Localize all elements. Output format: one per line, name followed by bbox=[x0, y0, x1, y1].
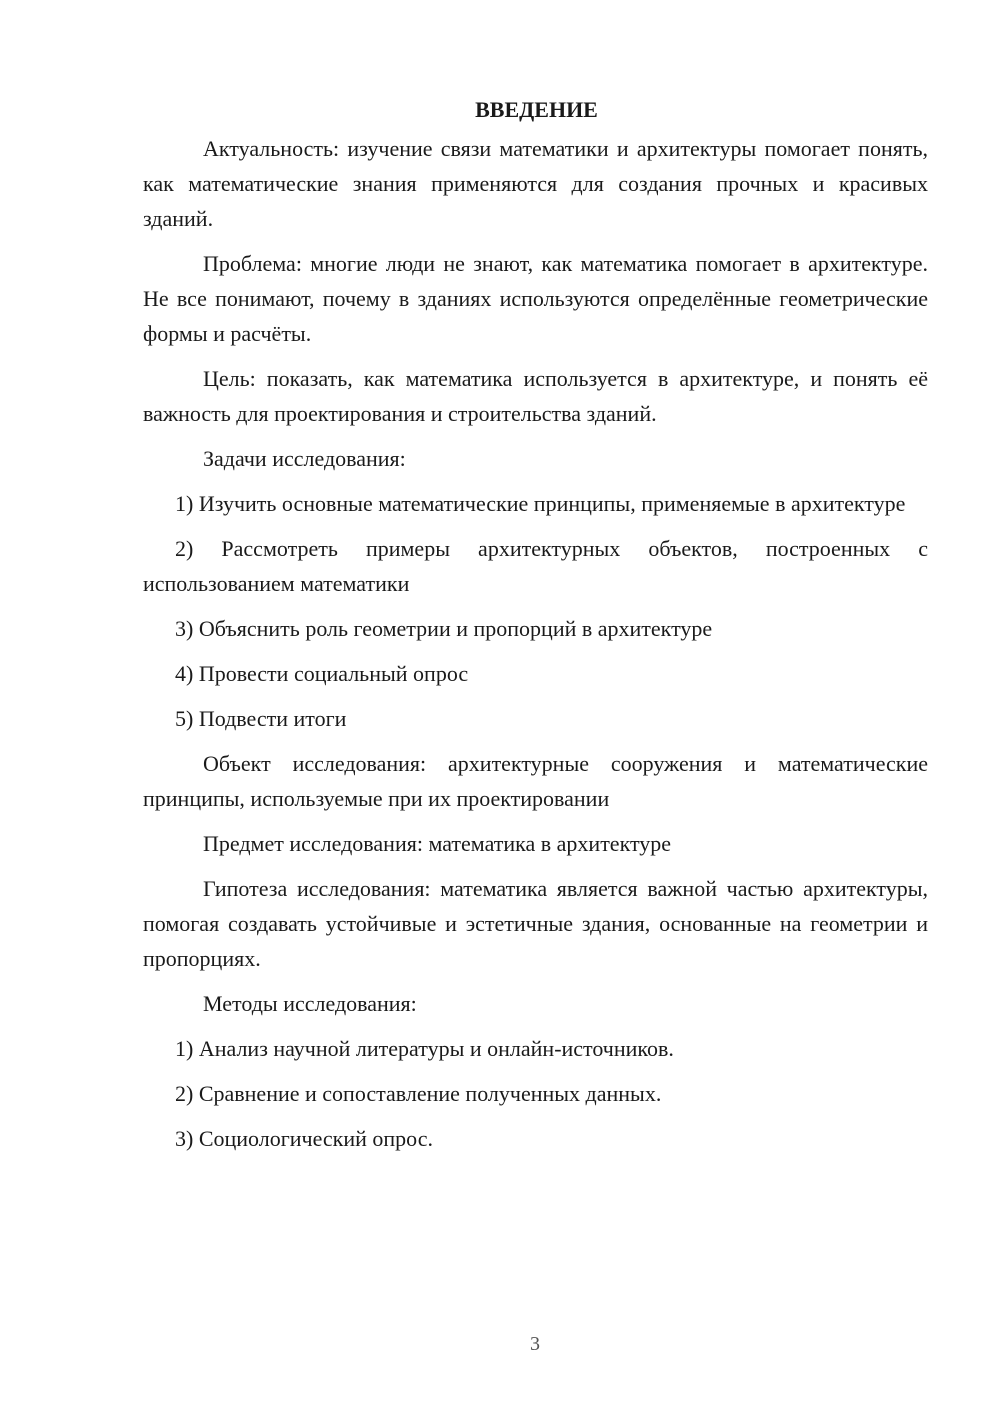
task-item-5: 5) Подвести итоги bbox=[175, 706, 347, 731]
method-item-3: 3) Социологический опрос. bbox=[175, 1126, 433, 1151]
task-item-3: 3) Объяснить роль геометрии и пропорций в архитектуре bbox=[175, 616, 713, 641]
method-item-1: 1) Анализ научной литературы и онлайн-источников. bbox=[175, 1036, 674, 1061]
hypothesis-paragraph: Гипотеза исследования: математика является важной частью архитектуры, помогая создавать устойчивые и эстетичные здания, основанные на геометрии и пропорциях. bbox=[143, 876, 928, 971]
tasks-heading: Задачи исследования: bbox=[203, 446, 406, 471]
goal-paragraph: Цель: показать, как математика используется в архитектуре, и понять её важность для проектирования и строительства зданий. bbox=[143, 366, 928, 426]
section-title: ВВЕДЕНИЕ bbox=[475, 97, 598, 122]
method-item-2: 2) Сравнение и сопоставление полученных данных. bbox=[175, 1081, 662, 1106]
task-item-4: 4) Провести социальный опрос bbox=[175, 661, 469, 686]
problem-paragraph: Проблема: многие люди не знают, как математика помогает в архитектуре. Не все понимают, почему в зданиях используются определённые геометрические формы и расчёты. bbox=[143, 251, 928, 346]
object-paragraph: Объект исследования: архитектурные сооружения и математические принципы, используемые при их проектировании bbox=[143, 751, 928, 811]
relevance-paragraph: Актуальность: изучение связи математики и архитектуры помогает понять, как математические знания применяются для создания прочных и красивых зданий. bbox=[143, 136, 928, 231]
task-item-2: 2) Рассмотреть примеры архитектурных объектов, построенных с использованием математики bbox=[143, 536, 928, 596]
subject-paragraph: Предмет исследования: математика в архитектуре bbox=[203, 831, 672, 856]
page-number: 3 bbox=[530, 1333, 540, 1355]
task-item-1: 1) Изучить основные математические принципы, применяемые в архитектуре bbox=[175, 491, 906, 516]
methods-heading: Методы исследования: bbox=[203, 991, 417, 1016]
page-content bbox=[143, 92, 928, 1166]
